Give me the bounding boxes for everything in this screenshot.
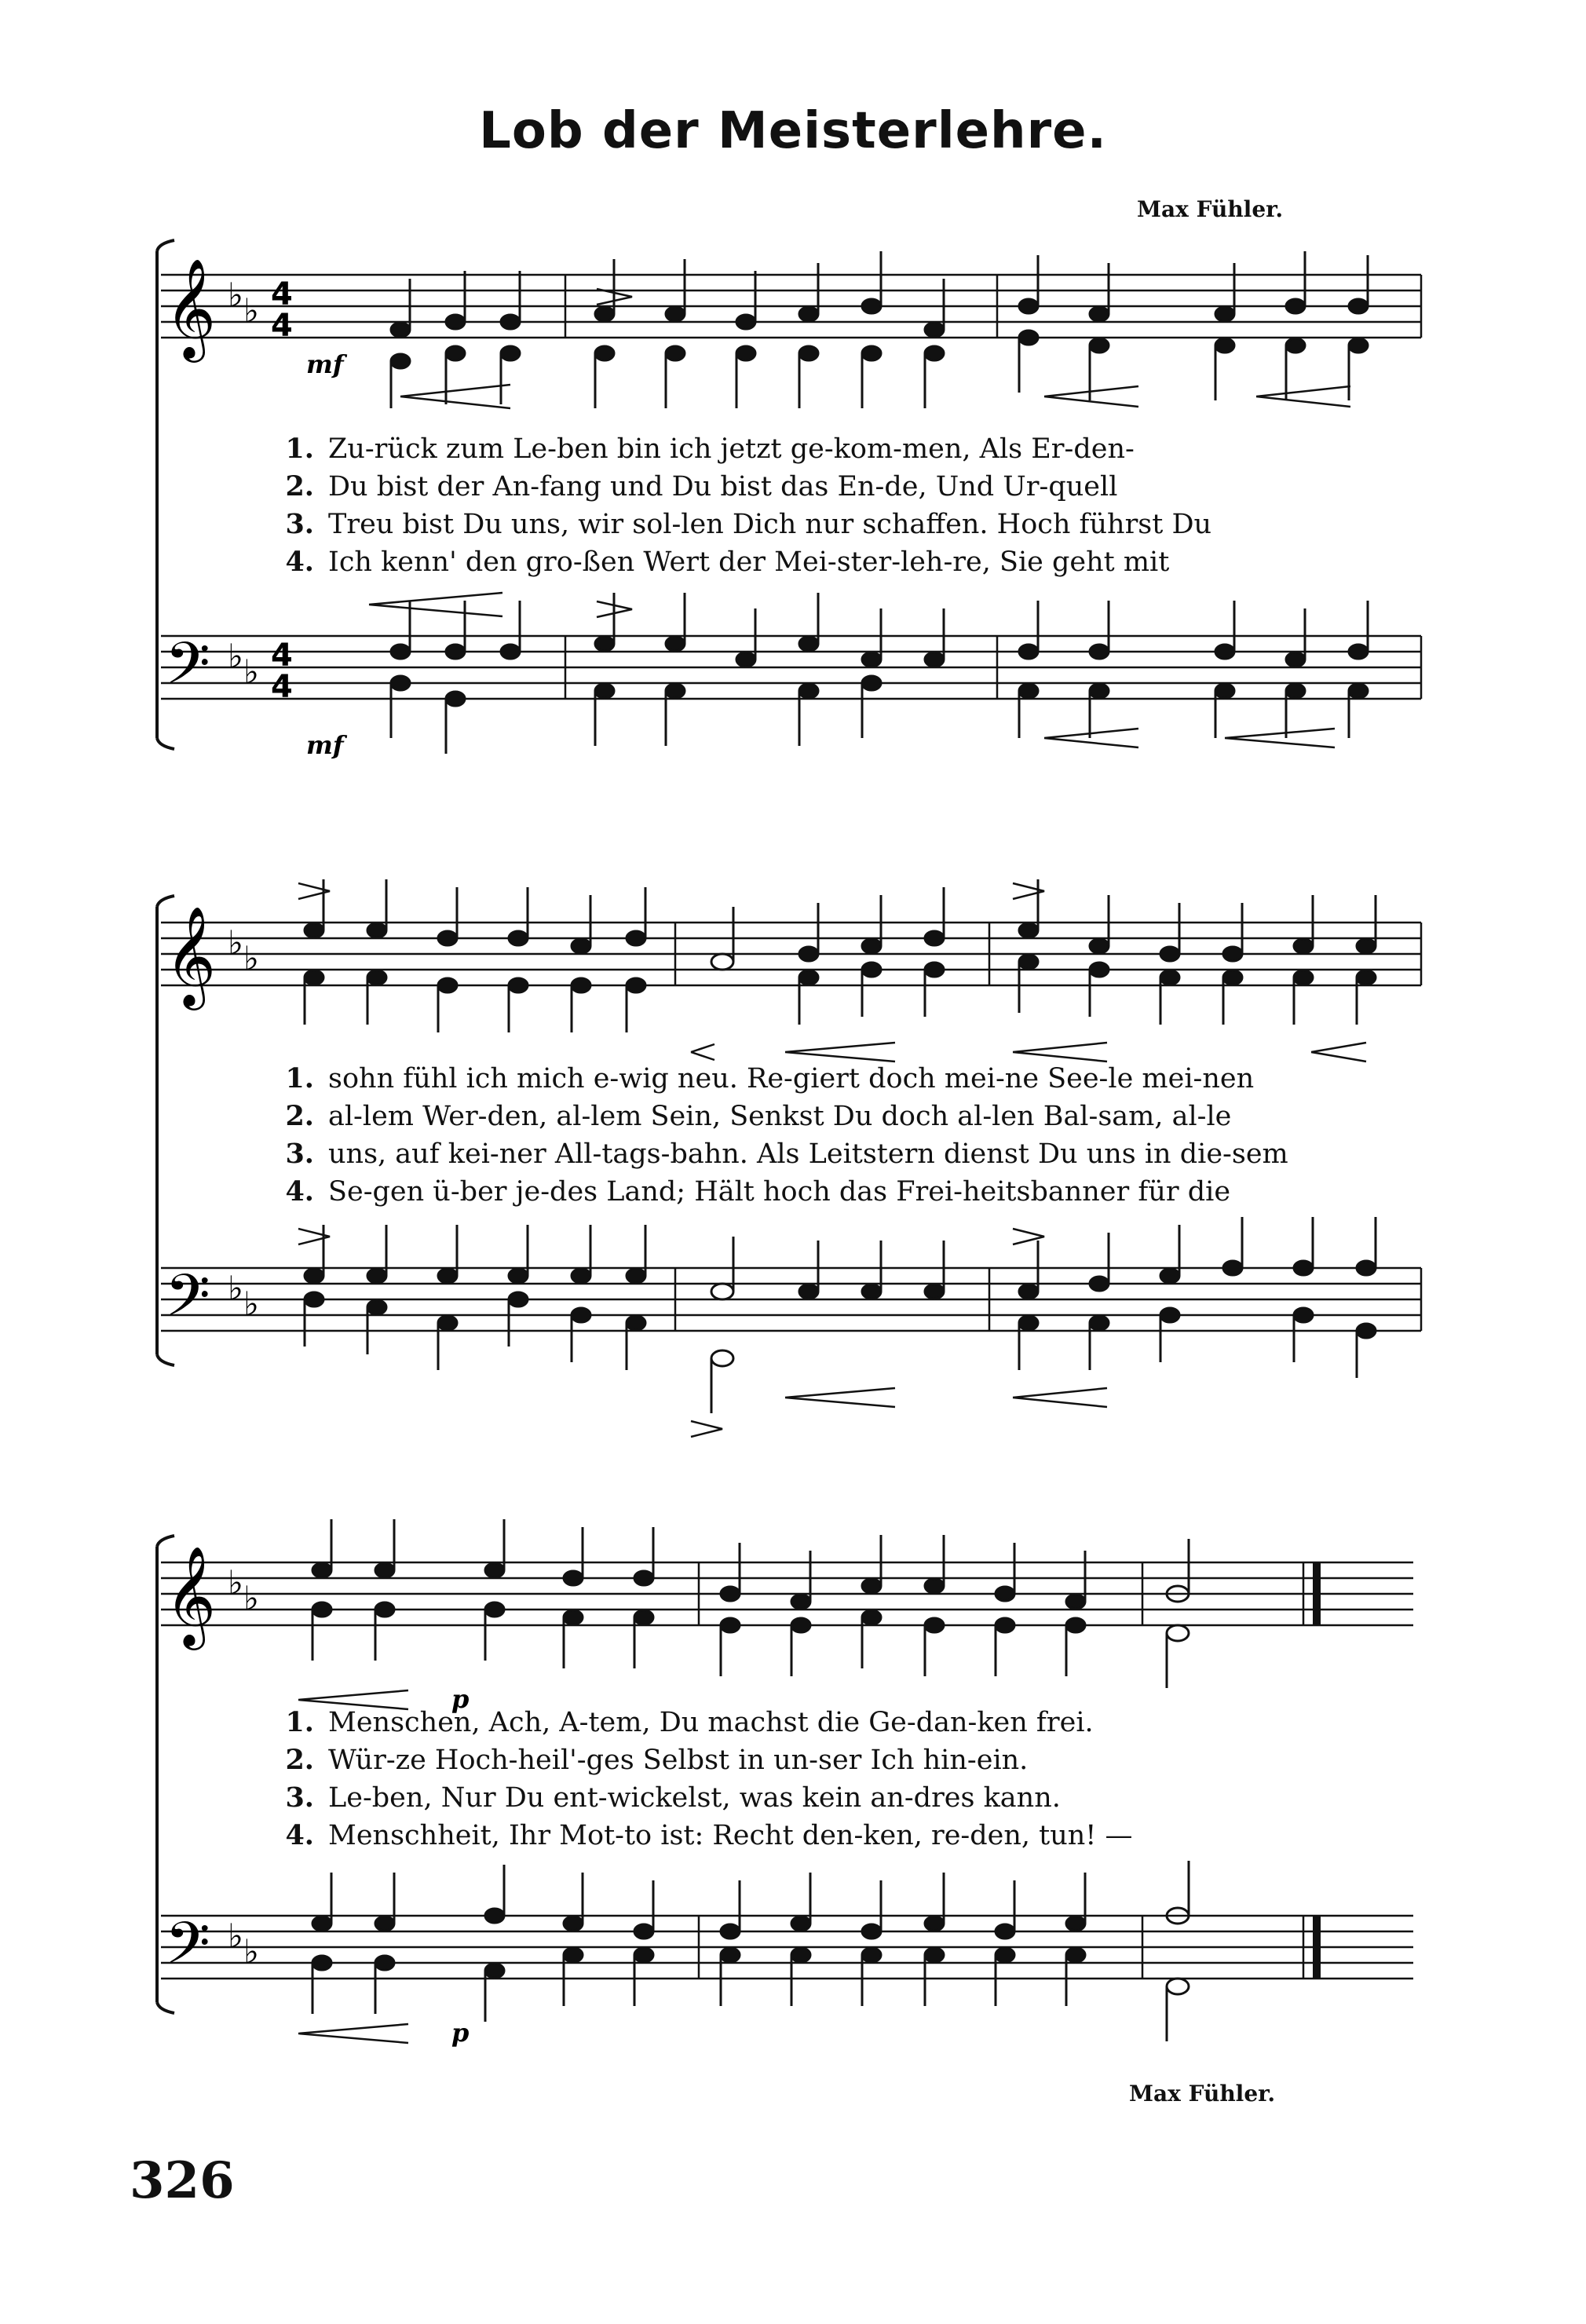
svg-text:♭: ♭ — [243, 1932, 259, 1971]
bass-clef-icon: 𝄢 — [165, 1262, 210, 1344]
svg-text:4: 4 — [271, 308, 293, 344]
svg-text:♭: ♭ — [228, 1563, 243, 1602]
treble-clef-icon: 𝄞 — [165, 1545, 217, 1646]
dynamic-mf-treble: mf — [306, 349, 344, 379]
treble-clef-icon: 𝄞 — [165, 258, 217, 358]
svg-text:♭: ♭ — [243, 652, 259, 691]
lyric-line: 2. al-lem Wer-den, al-lem Sein, Senkst Du doch al-len Bal-sam, al-le — [285, 1100, 1232, 1132]
lyric-line: 3. uns, auf kei-ner All-tags-bahn. Als Leitstern dienst Du uns in die-sem — [285, 1138, 1288, 1170]
svg-text:♭: ♭ — [228, 276, 243, 314]
svg-text:♭: ♭ — [243, 1579, 259, 1617]
lyric-line: 2. Du bist der An-fang und Du bist das En-de, Und Ur-quell — [285, 470, 1118, 502]
lyric-line: 4. Menschheit, Ihr Mot-to ist: Recht den-ken, re-den, tun! — — [285, 1819, 1133, 1851]
lyrics-block-3 — [267, 1704, 1562, 1854]
music-system-3 — [141, 1500, 1445, 2065]
lyrics-block-2 — [267, 1060, 1562, 1211]
lyrics-block-1 — [267, 430, 1562, 581]
lyric-line: 1. Menschen, Ach, A-tem, Du machst die Ge-dan-ken frei. — [285, 1706, 1094, 1738]
page-title: Lob der Meisterlehre. — [479, 102, 1107, 160]
lyric-line: 3. Le-ben, Nur Du ent-wickelst, was kein an-dres kann. — [285, 1781, 1061, 1814]
lyric-line: 4. Ich kenn' den gro-ßen Wert der Mei-ster-leh-re, Sie geht mit — [285, 546, 1170, 578]
lyric-line: 3. Treu bist Du uns, wir sol-len Dich nur schaffen. Hoch führst Du — [285, 508, 1212, 540]
svg-text:♭: ♭ — [228, 1269, 243, 1307]
svg-text:♭: ♭ — [243, 291, 259, 330]
svg-text:♭: ♭ — [228, 1917, 243, 1955]
composer-credit-bottom: Max Fühler. — [1129, 2081, 1276, 2107]
lyric-line: 1. Zu-rück zum Le-ben bin ich jetzt ge-kom-men, Als Er-den- — [285, 433, 1135, 465]
treble-clef-icon: 𝄞 — [165, 905, 217, 1006]
music-system-1 — [141, 236, 1445, 785]
svg-text:4: 4 — [271, 638, 293, 674]
lyric-line: 4. Se-gen ü-ber je-des Land; Hält hoch das Frei-heitsbanner für die — [285, 1175, 1231, 1208]
dynamic-mf-bass: mf — [306, 730, 344, 760]
page-number: 326 — [130, 2151, 235, 2210]
svg-text:♭: ♭ — [228, 923, 243, 962]
dynamic-p-bass: p — [451, 2018, 470, 2048]
svg-text:♭: ♭ — [243, 1284, 259, 1323]
music-system-2 — [141, 864, 1445, 1460]
svg-text:♭: ♭ — [243, 939, 259, 977]
svg-text:4: 4 — [271, 669, 293, 705]
dynamic-p-treble: p — [451, 1684, 470, 1714]
bass-clef-icon: 𝄢 — [165, 1909, 210, 1992]
bass-clef-icon: 𝄢 — [165, 630, 210, 712]
svg-text:♭: ♭ — [228, 637, 243, 675]
lyric-line: 2. Wür-ze Hoch-heil'-ges Selbst in un-ser Ich hin-ein. — [285, 1744, 1029, 1776]
lyric-line: 1. sohn fühl ich mich e-wig neu. Re-giert doch mei-ne See-le mei-nen — [285, 1062, 1255, 1094]
composer-credit-top: Max Fühler. — [1137, 196, 1284, 222]
svg-text:4: 4 — [271, 276, 293, 312]
